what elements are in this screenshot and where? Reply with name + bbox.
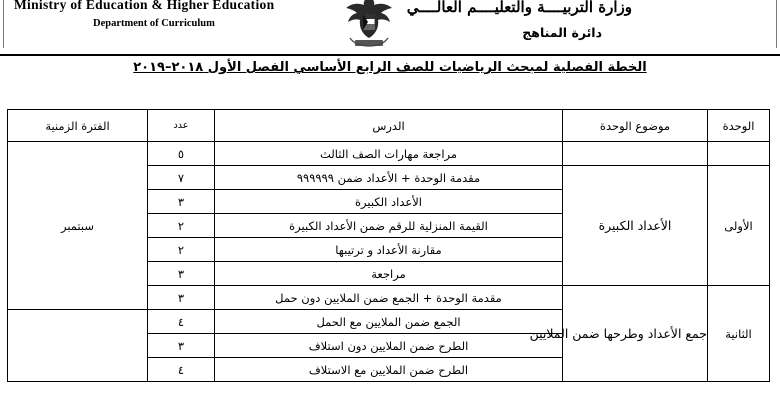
- header-count: عدد: [148, 110, 215, 142]
- count-cell: ٣: [148, 190, 215, 214]
- count-cell: ٣: [148, 286, 215, 310]
- period-cell: سبتمبر: [8, 142, 148, 310]
- unit-cell-empty: [708, 142, 770, 166]
- document-title: الخطة الفصلية لمبحث الرياضيات للصف الرابع الأساسي الفصل الأول ٢٠١٨–٢٠١٩: [133, 60, 647, 75]
- header-period: الفترة الزمنية: [8, 110, 148, 142]
- lesson-cell: القيمة المنزلية للرقم ضمن الأعداد الكبيرة: [215, 214, 563, 238]
- lesson-cell: مراجعة: [215, 262, 563, 286]
- lesson-cell: الأعداد الكبيرة: [215, 190, 563, 214]
- count-cell: ٤: [148, 310, 215, 334]
- lesson-cell: الطرح ضمن الملايين دون استلاف: [215, 334, 563, 358]
- topic-cell: الأعداد الكبيرة: [563, 166, 708, 286]
- lesson-cell: الطرح ضمن الملايين مع الاستلاف: [215, 358, 563, 382]
- ministry-name-english: Ministry of Education & Higher Education: [14, 0, 275, 12]
- department-name-arabic: دائرة المناهج: [522, 25, 602, 40]
- count-cell: ٢: [148, 238, 215, 262]
- table-row: [8, 142, 770, 166]
- header-divider: [0, 54, 780, 56]
- department-name-english: Department of Curriculum: [93, 18, 215, 29]
- count-cell: ٤: [148, 358, 215, 382]
- unit-cell: الثانية: [708, 286, 770, 382]
- count-cell: ٣: [148, 334, 215, 358]
- semester-plan-table: [7, 109, 770, 382]
- page-frame-left: [3, 0, 4, 48]
- unit-cell: الأولى: [708, 166, 770, 286]
- count-cell: ٧: [148, 166, 215, 190]
- lesson-cell: الجمع ضمن الملايين مع الحمل: [215, 310, 563, 334]
- topic-cell-empty: [563, 142, 708, 166]
- lesson-cell: مقارنة الأعداد و ترتيبها: [215, 238, 563, 262]
- topic-cell: جمع الأعداد وطرحها ضمن الملايين: [563, 286, 708, 382]
- period-cell-empty: [8, 310, 148, 382]
- header-unit: الوحدة: [708, 110, 770, 142]
- header-topic: موضوع الوحدة: [563, 110, 708, 142]
- count-cell: ٥: [148, 142, 215, 166]
- count-cell: ٣: [148, 262, 215, 286]
- lesson-cell: مراجعة مهارات الصف الثالث: [215, 142, 563, 166]
- table-header-row: [8, 110, 770, 142]
- page-frame-right: [776, 0, 777, 48]
- header-lesson: الدرس: [215, 110, 563, 142]
- palestinian-eagle-emblem-icon: [340, 0, 398, 50]
- ministry-name-arabic: وزارة التربيــــة والتعليــــم العالــــي: [406, 0, 632, 16]
- lesson-cell: مقدمة الوحدة + الأعداد ضمن ٩٩٩٩٩٩: [215, 166, 563, 190]
- lesson-cell: مقدمة الوحدة + الجمع ضمن الملايين دون حمل: [215, 286, 563, 310]
- count-cell: ٢: [148, 214, 215, 238]
